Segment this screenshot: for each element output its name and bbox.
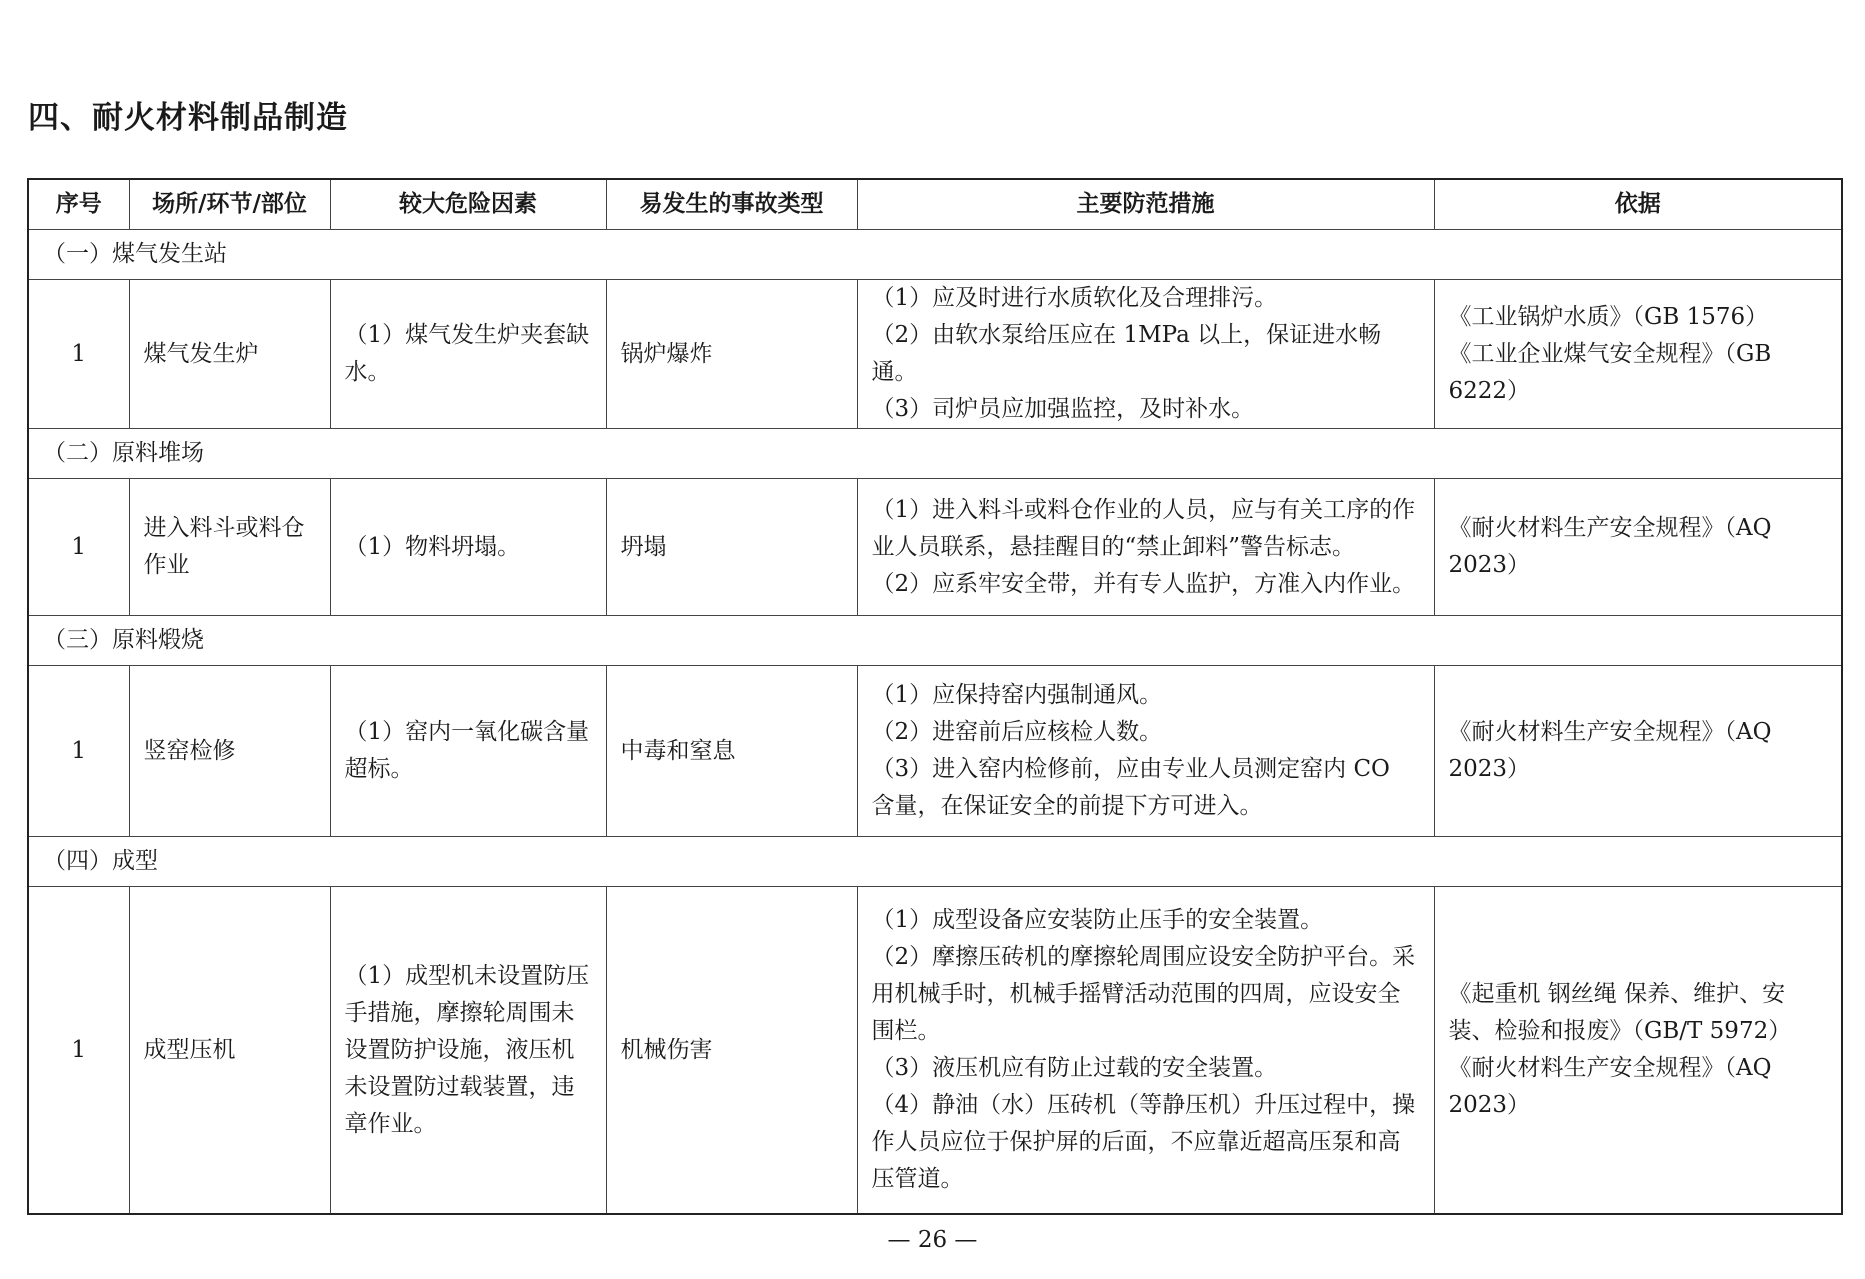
table-row — [28, 280, 1842, 429]
row-accident: 锅炉爆炸 — [606, 280, 857, 429]
header-row — [28, 179, 1842, 230]
basis-item: 《工业锅炉水质》（GB 1576） — [1448, 303, 1769, 330]
row-accident: 中毒和窒息 — [606, 666, 857, 837]
row-measures — [857, 887, 1434, 1215]
hazard-table — [27, 178, 1843, 1215]
row-place: 煤气发生炉 — [129, 280, 330, 429]
col-header-place: 场所/环节/部位 — [129, 179, 330, 230]
measure-item: （1）进入料斗或料仓作业的人员，应与有关工序的作业人员联系，悬挂醒目的“禁止卸料”警告标志。 — [871, 496, 1416, 560]
measure-item: （1）应及时进行水质软化及合理排污。 — [871, 285, 1278, 311]
row-hazard: （1）成型机未设置防压手措施，摩擦轮周围未设置防护设施，液压机未设置防过载装置，违章作业。 — [330, 887, 606, 1215]
row-measures — [857, 280, 1434, 429]
row-measures — [857, 479, 1434, 616]
section-title: （四）成型 — [28, 837, 1842, 887]
row-hazard: （1）煤气发生炉夹套缺水。 — [330, 280, 606, 429]
row-hazard: （1）物料坍塌。 — [330, 479, 606, 616]
measure-item: （3）司炉员应加强监控，及时补水。 — [871, 396, 1255, 422]
row-place: 成型压机 — [129, 887, 330, 1215]
measure-item: （2）应系牢安全带，并有专人监护，方准入内作业。 — [871, 570, 1416, 597]
section-row — [28, 230, 1842, 280]
measure-item: （2）进窑前后应核检人数。 — [871, 719, 1163, 745]
row-no: 1 — [28, 280, 129, 429]
section-title: （三）原料煅烧 — [28, 616, 1842, 666]
page-number: — 26 — — [887, 1227, 978, 1253]
measure-item: （4）静油（水）压砖机（等静压机）升压过程中，操作人员应位于保护屏的后面，不应靠近超高压泵和高压管道。 — [871, 1092, 1416, 1192]
measure-item: （2）由软水泵给压应在 1MPa 以上，保证进水畅通。 — [871, 322, 1382, 385]
section-row — [28, 837, 1842, 887]
row-basis — [1434, 666, 1842, 837]
section-title: （二）原料堆场 — [28, 429, 1842, 479]
basis-item: 《工业企业煤气安全规程》（GB 6222） — [1448, 340, 1772, 404]
row-basis — [1434, 479, 1842, 616]
measure-item: （1）成型设备应安装防止压手的安全装置。 — [871, 907, 1324, 933]
basis-item: 《起重机 钢丝绳 保养、维护、安装、检验和报废》（GB/T 5972） — [1448, 981, 1792, 1044]
row-measures — [857, 666, 1434, 837]
row-basis — [1434, 280, 1842, 429]
row-place: 竖窑检修 — [129, 666, 330, 837]
basis-item: 《耐火材料生产安全规程》（AQ 2023） — [1448, 515, 1772, 578]
section-row — [28, 616, 1842, 666]
basis-item: 《耐火材料生产安全规程》（AQ 2023） — [1448, 719, 1772, 782]
row-accident: 机械伤害 — [606, 887, 857, 1215]
basis-item: 《耐火材料生产安全规程》（AQ 2023） — [1448, 1055, 1772, 1118]
measure-item: （1）应保持窑内强制通风。 — [871, 682, 1163, 708]
section-title: （一）煤气发生站 — [28, 230, 1842, 280]
row-no: 1 — [28, 666, 129, 837]
table-row — [28, 479, 1842, 616]
col-header-hazard: 较大危险因素 — [330, 179, 606, 230]
row-hazard: （1）窑内一氧化碳含量超标。 — [330, 666, 606, 837]
row-no: 1 — [28, 479, 129, 616]
row-no: 1 — [28, 887, 129, 1215]
col-header-accident: 易发生的事故类型 — [606, 179, 857, 230]
measure-item: （2）摩擦压砖机的摩擦轮周围应设安全防护平台。采用机械手时，机械手摇臂活动范围的四周，应设安全围栏。 — [871, 944, 1416, 1044]
col-header-basis: 依据 — [1434, 179, 1842, 230]
col-header-no: 序号 — [28, 179, 129, 230]
row-accident: 坍塌 — [606, 479, 857, 616]
row-place: 进入料斗或料仓作业 — [129, 479, 330, 616]
page-heading: 四、耐火材料制品制造 — [28, 100, 348, 136]
table-row — [28, 666, 1842, 837]
col-header-measures: 主要防范措施 — [857, 179, 1434, 230]
measure-item: （3）进入窑内检修前，应由专业人员测定窑内 CO 含量，在保证安全的前提下方可进入。 — [871, 756, 1390, 819]
row-basis — [1434, 887, 1842, 1215]
measure-item: （3）液压机应有防止过载的安全装置。 — [871, 1055, 1278, 1081]
section-row — [28, 429, 1842, 479]
table-row — [28, 887, 1842, 1215]
